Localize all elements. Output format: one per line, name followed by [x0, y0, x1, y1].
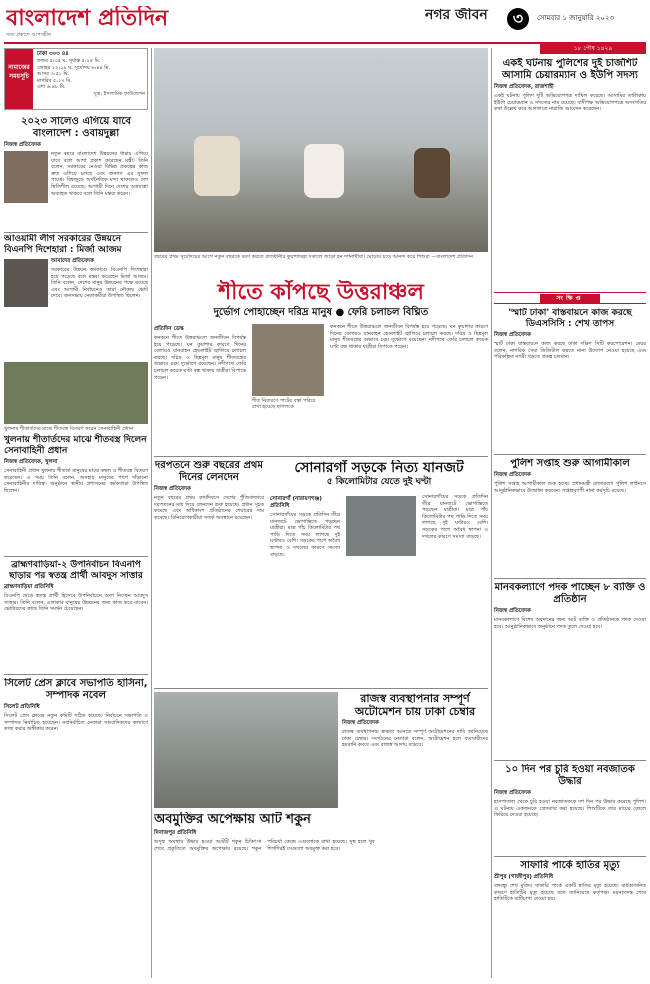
story-sonargaon: [270, 460, 488, 686]
story-headline: ব্রাহ্মণবাড়িয়া-২ উপনির্বাচন বিএনপি ছাড়ার পর স্বতন্ত্র প্রার্থী আবদুস সাত্তার: [9, 560, 143, 581]
story-body: নতুন বছরের প্রথম কার্যদিবসে দেশের পুঁজিবাজারে দরপতনের মধ্য দিয়ে লেনদেন শুরু হয়েছে। প্রধান সূচক কমেছে এবং অধিকাংশ প্রতিষ্ঠানের শেয়ারের দাম কমেছে। বিনিয়োগকারীরা সতর্ক অবস্থানে রয়েছেন।: [154, 495, 264, 521]
divider: [4, 556, 148, 557]
story-byline: ব্রাহ্মণবাড়িয়া প্রতিনিধি: [4, 584, 54, 590]
story-sattar: [4, 560, 148, 672]
prayer-row: এশা ৬:৪৮ মি.: [37, 84, 66, 91]
story-mirza-azam: [4, 234, 148, 360]
story-headline: ২০২৩ সালেও এগিয়ে যাবে বাংলাদেশ : ওবায়দুল্লা: [21, 116, 131, 139]
story-body: সরকারের উন্নয়ন কর্মকাণ্ডে বিএনপি দিশেহারা হয়ে পড়েছে বলে মন্তব্য করেছেন মির্জা আজম। তিনি বলেন, দেশের মানুষ উন্নয়নের পক্ষে রয়েছে এবং আগামী নির্বাচনেও তারা নৌকায় ভোট দেবে। জনসভায় নেতাকর্মীরা উপস্থিত ছিলেন।: [51, 267, 148, 300]
lead-body: কনকনে শীতে উত্তরাঞ্চলে জনজীবন বিপর্যস্ত হয়ে পড়েছে। ঘন কুয়াশার কারণে দিনের বেলায়ও যানবাহন হেডলাইট জ্বালিয়ে চলাচল করছে। দরিদ্র ও ছিন্নমূল মানুষ শীতবস্ত্রের অভাবে চরম দুর্ভোগে রয়েছেন। নদীপথে ফেরি চলাচল কয়েক ঘণ্টা বন্ধ থাকায় যাত্রীরা বিপাকে পড়েন।: [330, 324, 488, 350]
story-body: সেনাবাহিনী প্রধান খুলনায় শীতার্ত মানুষের মাঝে কম্বল ও শীতবস্ত্র বিতরণ করেছেন। এ সময় তিনি বলেন, অসহায় মানুষের পাশে দাঁড়ানো সেনাবাহিনীর দায়িত্ব। অনুষ্ঠানে স্থানীয় প্রশাসনের কর্মকর্তারা উপস্থিত ছিলেন।: [4, 468, 148, 494]
story-body: বঙ্গবন্ধু শেখ মুজিব সাফারি পার্কে একটি হাতির মৃত্যু হয়েছে। বার্ধক্যজনিত কারণে হাতিটির মৃত্যু হয়েছে বলে জানিয়েছে কর্তৃপক্ষ। ময়নাতদন্ত শেষে হাতিটিকে মাটিচাপা দেওয়া হয়।: [494, 883, 646, 903]
masthead-tagline: সত্য প্রকাশে আপসহীন: [6, 32, 51, 38]
date-sub-bar: [540, 44, 646, 54]
story-byline: নিজস্ব প্রতিবেদক: [494, 608, 531, 614]
story-byline: সিলেট প্রতিনিধি: [4, 704, 40, 710]
story-body: মানবকল্যাণে বিশেষ অবদানের জন্য আট ব্যক্তি ও প্রতিষ্ঠানকে পদক দেওয়া হবে। আনুষ্ঠানিকভাবে অনুষ্ঠানে পদক তুলে দেওয়া হবে।: [494, 617, 646, 630]
portrait-photo: [4, 151, 48, 203]
story-byline: নিজস্ব প্রতিবেদক: [494, 472, 531, 478]
story-body: স্মার্ট ঢাকা বাস্তবায়নে কাজ করছে ঢাকা দক্ষিণ সিটি করপোরেশন। মেয়র বলেন, নাগরিক সেবা ডিজিটাল করতে নানা উদ্যোগ নেওয়া হয়েছে এবং পরিকল্পিত নগরী গড়তে প্রকল্প চলমান।: [494, 341, 646, 361]
story-sylhet-press: [4, 678, 148, 978]
army-photo: [4, 362, 148, 424]
column-rule: [491, 48, 492, 978]
story-elephant-death: [494, 860, 646, 978]
lead-subheadline: দুর্ভোগ পোহাচ্ছেন দরিদ্র মানুষ ● ফেরি চলাচল বিঘ্নিত: [213, 307, 429, 318]
prayer-row: জোহর ১২:০৯ ঘ. সূর্যোদয় ৬:৪৪ মি.: [37, 64, 111, 71]
divider: [154, 688, 488, 689]
story-police-chargesheet: [494, 58, 646, 288]
story-body: বিএনপি ছেড়ে স্বতন্ত্র প্রার্থী হিসেবে উপনির্বাচনে অংশ নিচ্ছেন আবদুস সাত্তার। তিনি বলেন, এলাকার মানুষের উন্নয়নের জন্য কাজ করে যাবেন। ভোটারদের কাছে তিনি সমর্থন চেয়েছেন।: [4, 593, 148, 613]
prayer-note: সূত্র: ইসলামিক ফাউন্ডেশন: [93, 90, 145, 97]
story-newborn-rescue: [494, 764, 646, 854]
story-headline: আওয়ামী লীগ সরকারের উন্নয়নে বিএনপি দিশেহারা : মির্জা আজম: [4, 234, 122, 255]
main-photo-caption: বছরের প্রথম সূর্যোদয়ের আগে নতুন বছরকে বরণ করতে রাজধানীর কুয়াশাচ্ছন্ন সকালে জড়ো হন দর্শনার্থীরা। ঘোড়ায় চড়ে আনন্দ করে শিশুরা —বাংলাদেশ প্রতিদিন: [154, 254, 473, 260]
story-headline: পুলিশ সপ্তাহ শুরু আগামীকাল: [510, 458, 630, 469]
story-dcci: [342, 692, 488, 808]
divider: [4, 674, 148, 675]
photo-caption: খুলনায় শীতার্তদের মাঝে শীতবস্ত্র বিতরণ করেন সেনাবাহিনী প্রধান: [4, 426, 134, 432]
story-byline: সোনারগাঁ (নারায়ণগঞ্জ) প্রতিনিধি: [270, 496, 322, 509]
traffic-photo: [346, 496, 416, 556]
divider: [154, 456, 488, 457]
story-headline: খুলনায় শীতার্তদের মাঝে শীতবস্ত্র দিলেন সেনাবাহিনী প্রধান: [4, 435, 147, 456]
page-number: ৩: [507, 8, 529, 30]
sangkhipta-label: সংক্ষিপ্ত: [540, 294, 600, 303]
story-headline: সিলেট প্রেস ক্লাবে সভাপতি হাসিনা, সম্পাদক নবেল: [4, 678, 148, 701]
story-byline: দিনাজপুর প্রতিনিধি: [154, 830, 197, 836]
story-byline: নিজস্ব প্রতিবেদক: [154, 486, 191, 492]
prayer-row: মাগরিব ৫:২৭ মি.: [37, 77, 72, 84]
story-body: অসুস্থ অবস্থায় উদ্ধার হওয়া আটটি শকুন চিকিৎসা শেষে প্রকৃতিতে অবমুক্তির অপেক্ষায় রয়েছে। শকুন পরিচর্যা কেন্দ্রে এগুলোকে রাখা হয়েছে। সুস্থ হলে খুব শিগগিরই সেগুলো অবমুক্ত করা হবে।: [154, 839, 375, 852]
lead-byline: প্রতিদিন ডেস্ক: [154, 326, 184, 332]
story-headline: সোনারগাঁ সড়কে নিত্য যানজট: [294, 460, 464, 476]
divider: [4, 232, 148, 233]
story-body: হাসপাতাল থেকে চুরি হওয়া নবজাতককে দশ দিন পর উদ্ধার করেছে পুলিশ। এ ঘটনায় একজনকে গ্রেফতার করা হয়েছে। শিশুটিকে তার মায়ের কোলে ফিরিয়ে দেওয়া হয়েছে।: [494, 799, 646, 819]
story-headline: ১০ দিন পর চুরি হওয়া নবজাতক উদ্ধার: [505, 764, 635, 787]
story-police-week: [494, 458, 646, 576]
story-share-market: [154, 460, 264, 686]
story-smart-dhaka: [494, 308, 646, 452]
horse-shape: [194, 136, 240, 196]
lead-headline: শীতে কাঁপছে উত্তরাঞ্চল: [218, 280, 424, 305]
goat-photo: [252, 324, 324, 396]
prayer-row: ফজর ৫:৩৫ ঘ. সূর্যাস্ত ৫:২৪ মি.: [37, 58, 101, 64]
story-byline: নিজস্ব প্রতিবেদক: [342, 720, 379, 726]
portrait-photo: [4, 259, 48, 307]
masthead-name: বাংলাদেশ প্রতিদিন: [6, 6, 169, 31]
prayer-row: আসর ৩:৫১ মি.: [37, 71, 70, 78]
story-vultures: [154, 812, 488, 980]
story-byline: নিজস্ব প্রতিবেদক, রাজশাহী: [494, 84, 554, 90]
story-byline: আমাদের প্রতিবেদক: [51, 258, 94, 264]
story-body: সিলেট প্রেস ক্লাবের নতুন কমিটি গঠিত হয়েছে। নির্বাচনে সভাপতি ও সম্পাদক নির্বাচিত হয়েছেন। নবনির্বাচিত নেতারা সাংবাদিকদের কল্যাণে কাজ করার অঙ্গীকার করেন।: [4, 713, 148, 733]
story-subheadline: ৫ কিলোমিটার যেতে দুই ঘণ্টা: [326, 477, 432, 487]
section-title: নগর জীবন: [425, 8, 488, 23]
divider: [494, 578, 646, 579]
prayer-label: নামাজের সময়সূচি: [5, 49, 33, 109]
story-headline: 'স্মার্ট ঢাকা' বাস্তবায়নে কাজ করছে ডিএসসিসি : শেখ তাপস: [508, 308, 632, 329]
horse-shape: [414, 148, 450, 198]
main-photo: [154, 48, 488, 252]
sangkhipta-banner: [494, 292, 646, 304]
story-headline: একই ঘটনায় পুলিশের দুই চার্জশিট আসামি চেয়ারম্যান ও ইউপি সদস্য: [502, 58, 638, 81]
section-header: [425, 8, 645, 36]
story-byline: নিজস্ব প্রতিবেদক: [4, 142, 41, 148]
prayer-header: ঢাকা ৩০৩ ৪৪: [37, 51, 69, 57]
story-headline: দরপতনে শুরু বছরের প্রথম দিনের লেনদেন: [155, 460, 263, 483]
story-headline: অবমুক্তির অপেক্ষায় আট শকুন: [154, 812, 311, 827]
story-body: সোনারগাঁয়ের সড়কে প্রতিদিন তীব্র যানজটে ভোগান্তিতে পড়ছেন যাত্রীরা। মাত্র পাঁচ কিলোমিটার পথ পাড়ি দিতে সময় লাগছে দুই ঘণ্টারও বেশি। সড়কের পাশে অবৈধ স্থাপনা ও দখলের কারণে সমস্যা বাড়ছে।: [270, 512, 340, 558]
story-byline: নিজস্ব প্রতিবেদক: [494, 790, 531, 796]
story-army-chief: [4, 362, 148, 554]
divider: [494, 856, 646, 857]
story-byline: নিজস্ব প্রতিবেদক, খুলনা: [4, 459, 58, 465]
vulture-photo: [154, 692, 338, 808]
story-headline: মানবকল্যাণে পদক পাচ্ছেন ৮ ব্যক্তি ও প্রতিষ্ঠান: [494, 582, 646, 605]
masthead-logo: [6, 6, 216, 42]
horse-shape: [304, 144, 344, 198]
date-line: সোমবার ১ জানুয়ারি ২০২৩: [537, 14, 615, 22]
prayer-box: [4, 48, 148, 110]
story-welfare-medal: [494, 582, 646, 758]
story-byline: নিজস্ব প্রতিবেদক: [494, 332, 531, 338]
story-body: নতুন বছরে বাংলাদেশ উন্নয়নের ধারায় এগিয়ে যাবে বলে আশা প্রকাশ করেছেন মন্ত্রী। তিনি বলেন, সরকারের নেওয়া বিভিন্ন প্রকল্পের কাজ দ্রুত এগিয়ে চলছে এবং জনগণ এর সুফল পাচ্ছে। বিশ্বজুড়ে অর্থনৈতিক মন্দা থাকলেও দেশ স্থিতিশীল রয়েছে। আগামী দিনে দেশের অগ্রযাত্রা অব্যাহত থাকবে বলে তিনি মন্তব্য করেন।: [51, 151, 148, 197]
story-headline: সাফারি পার্কে হাতির মৃত্যু: [520, 860, 620, 871]
date-sub: ১৮ পৌষ ১৪২৯: [573, 45, 613, 52]
story-byline: শ্রীপুর (গাজীপুর) প্রতিনিধি: [494, 874, 554, 880]
column-rule: [151, 48, 152, 978]
lead-story: [154, 280, 488, 454]
story-headline: রাজস্ব ব্যবস্থাপনার সম্পূর্ণ অটোমেশন চায় ঢাকা চেম্বার: [354, 692, 476, 718]
story-body: রাজস্ব ব্যবস্থাপনায় স্বচ্ছতা আনতে সম্পূর্ণ অটোমেশনের দাবি জানিয়েছে ঢাকা চেম্বার। সংগঠনের নেতারা বলেন, অটোমেশন হলে ব্যবসায়ীদের হয়রানি কমবে এবং রাজস্ব আদায় বাড়বে।: [342, 729, 488, 749]
story-body: পুলিশ সপ্তাহ আগামীকাল শুরু হচ্ছে। প্রধানমন্ত্রী রাজারবাগ পুলিশ লাইনসে আনুষ্ঠানিকভাবে উদ্বোধন করবেন। সপ্তাহব্যাপী নানা কর্মসূচি রয়েছে।: [494, 481, 646, 494]
divider: [494, 760, 646, 761]
story-body: একই ঘটনায় পুলিশ দুটি অভিযোগপত্র দাখিল করেছে। আসামির তালিকায় ইউপি চেয়ারম্যান ও সদস্যের নাম রয়েছে। বাদীপক্ষ অভিযোগপত্রে অসংগতির কথা উল্লেখ করে আদালতে নারাজি আবেদন করেছেন।: [494, 93, 646, 113]
lead-photo-caption: শীত নিবারণে পাটের বস্তা পরিয়ে রাখা হয়েছে ছাগলকে: [252, 398, 316, 410]
lead-body: কনকনে শীতে উত্তরাঞ্চলে জনজীবন বিপর্যস্ত হয়ে পড়েছে। ঘন কুয়াশার কারণে দিনের বেলায়ও যানবাহন হেডলাইট জ্বালিয়ে চলাচল করছে। দরিদ্র ও ছিন্নমূল মানুষ শীতবস্ত্রের অভাবে চরম দুর্ভোগে রয়েছেন। নদীপথে ফেরি চলাচল কয়েক ঘণ্টা বন্ধ থাকায় যাত্রীরা বিপাকে পড়েন।: [154, 335, 246, 381]
story-body: সোনারগাঁয়ের সড়কে প্রতিদিন তীব্র যানজটে ভোগান্তিতে পড়ছেন যাত্রীরা। মাত্র পাঁচ কিলোমিটার পথ পাড়ি দিতে সময় লাগছে দুই ঘণ্টারও বেশি। সড়কের পাশে অবৈধ স্থাপনা ও দখলের কারণে সমস্যা বাড়ছে।: [422, 494, 488, 540]
story-obaidullah: [4, 116, 148, 230]
divider: [494, 454, 646, 455]
